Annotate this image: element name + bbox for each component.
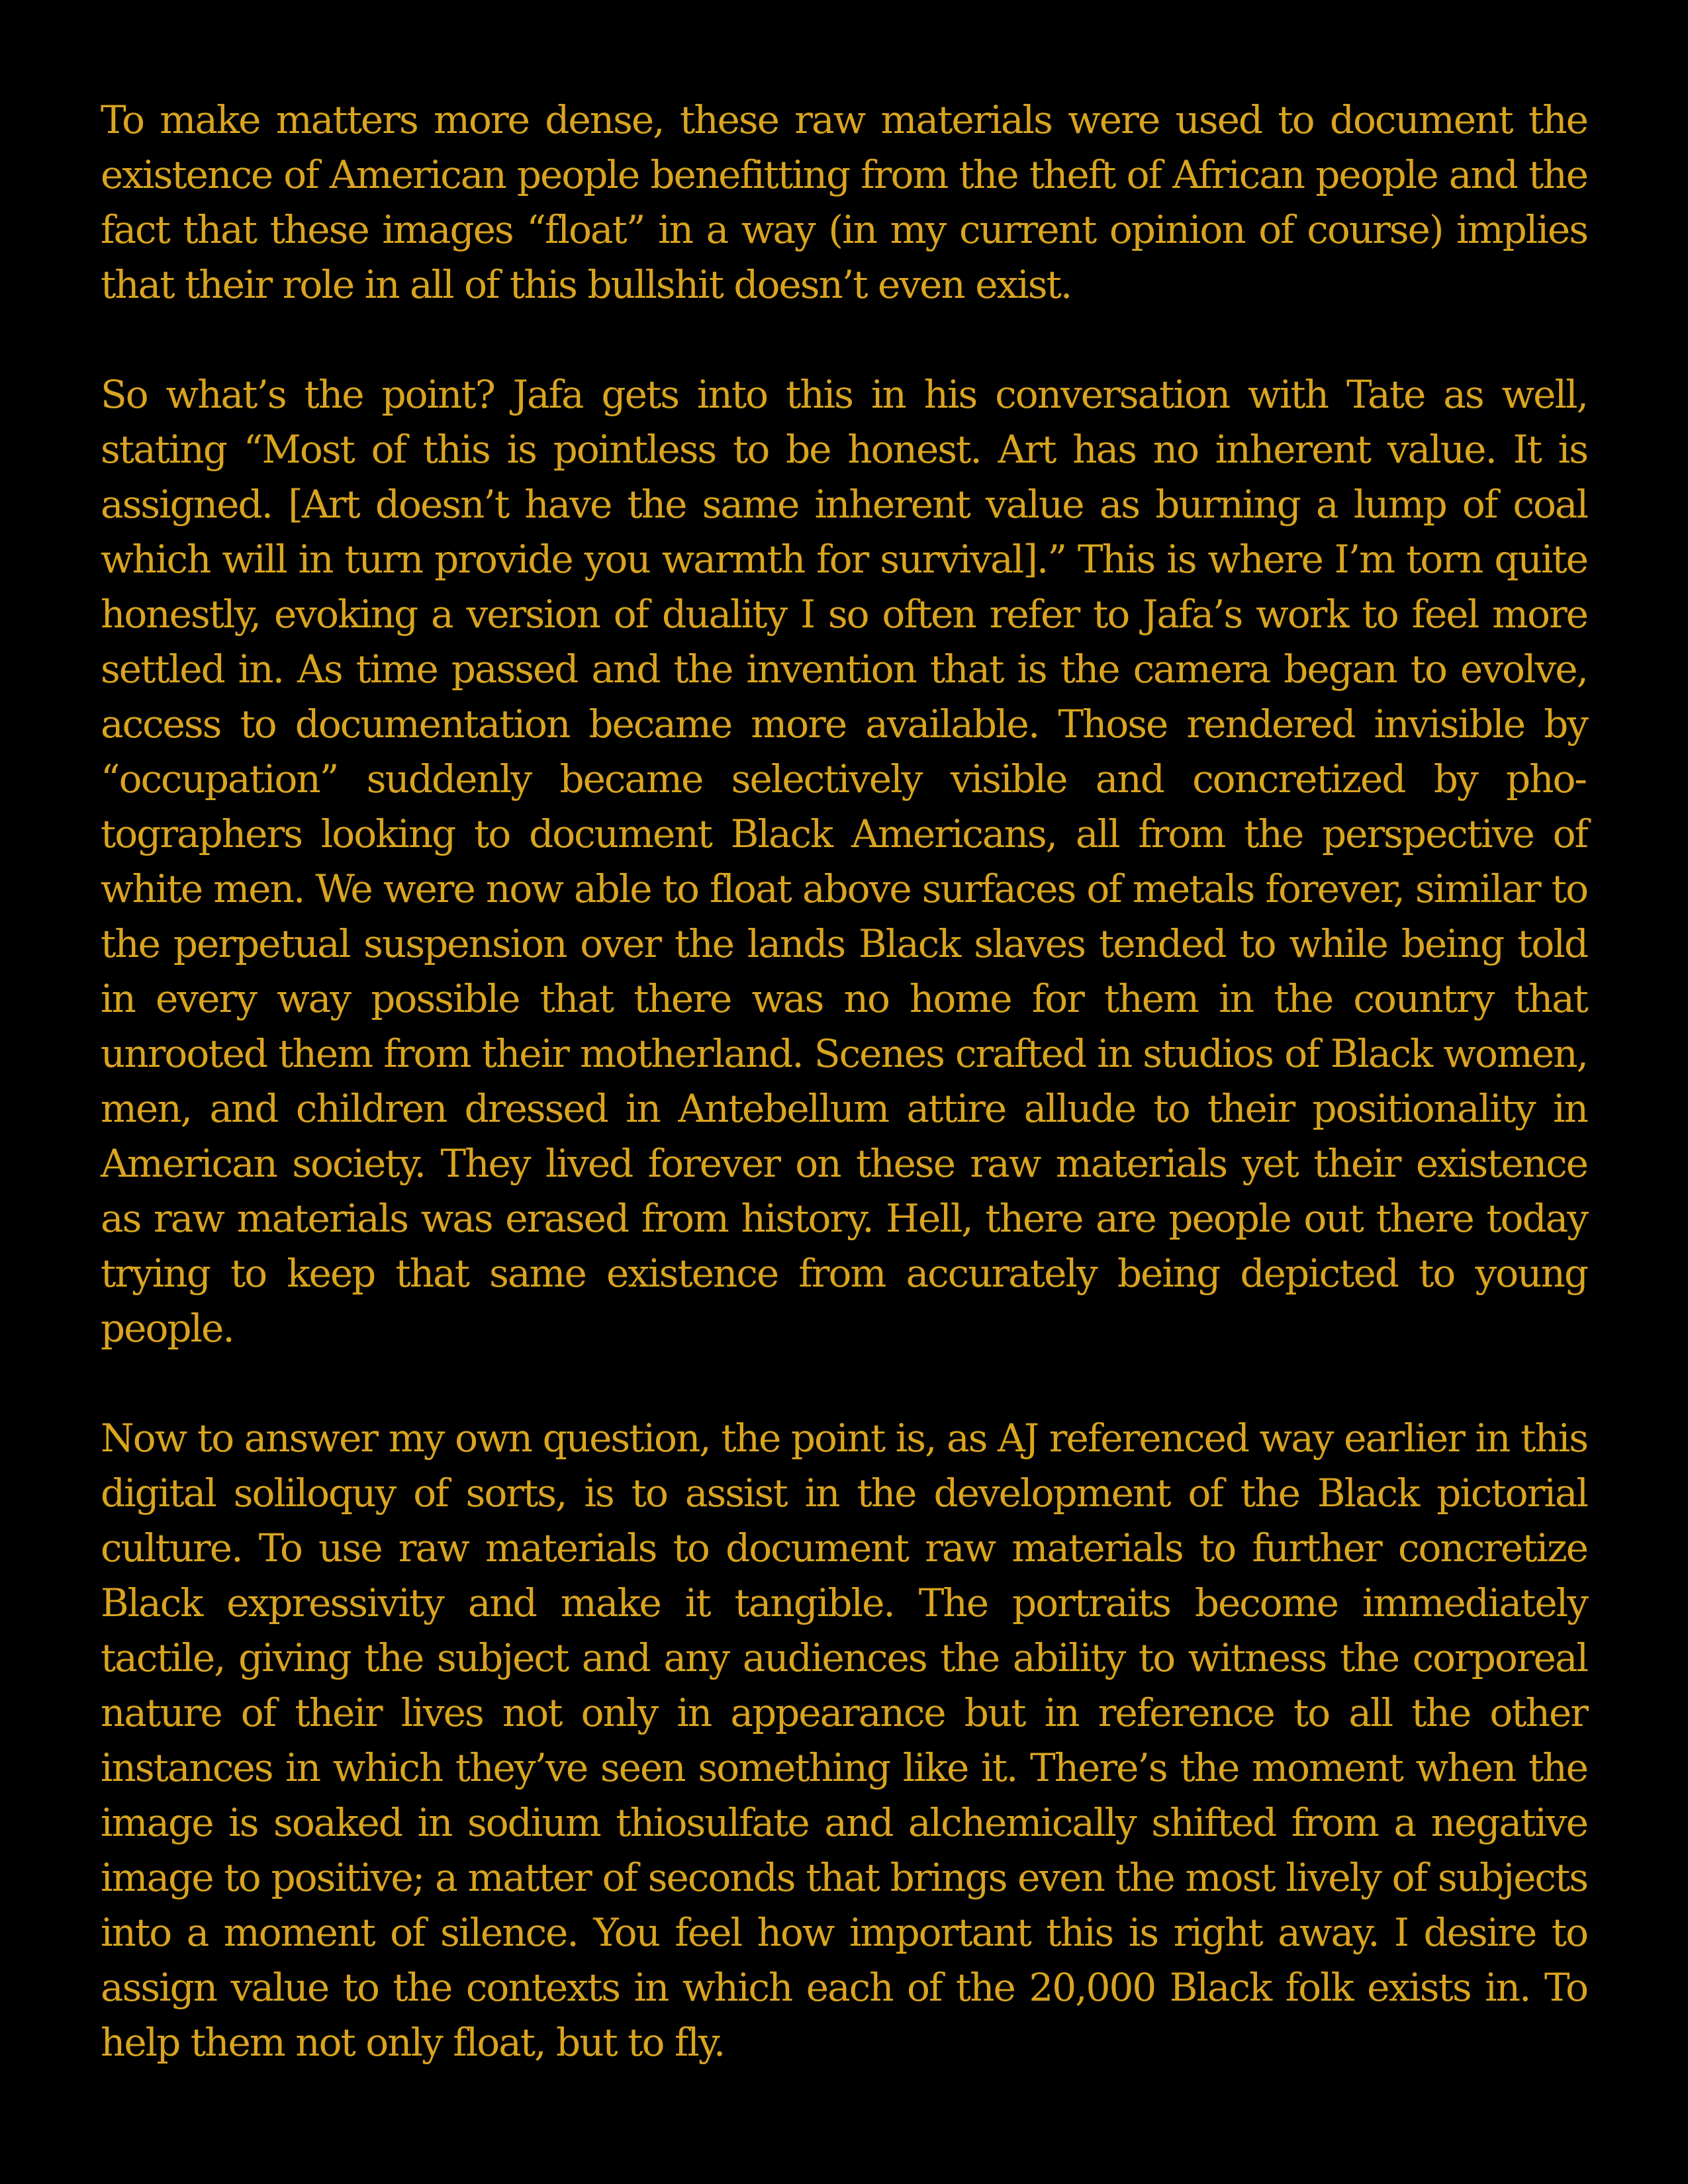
paragraph-2: So what’s the point? Jafa gets into this in his conversation with Tate as well, stating “Most of this is pointless to be honest. Art has no inherent value. It is assigned. [Art doesn’t have the same inherent value as burning a lump of coal which will in turn provide you warmth for survival].” This is where I’m torn quite honestly, evoking a version of duality I so often refer to Jafa’s work to feel more settled in. As time passed and the invention that is the camera began to evolve, access to documentation became more available. Those rendered invisible by “occupation” suddenly became selectively visible and concretized by photographers looking to document Black Americans, all from the perspective of white men. We were now able to float above surfaces of metals forever, similar to the perpetual suspension over the lands Black slaves tended to while being told in every way possible that there was no home for them in the country that unrooted them from their motherland. Scenes crafted in studios of Black women, men, and children dressed in Antebellum attire allude to their positionality in American society. They lived forever on these raw materials yet their existence as raw materials was erased from history. Hell, there are people out there today trying to keep that same existence from accurately being depicted to young people. — [101, 372, 1587, 1351]
essay-body — [101, 93, 1587, 2070]
paragraph-1: To make matters more dense, these raw materials were used to document the existence of American people benefitting from the theft of African people and the fact that these images “float” in a way (in my current opinion of course) implies that their role in all of this bullshit doesn’t even exist. — [101, 97, 1587, 307]
paragraph-3: Now to answer my own question, the point is, as AJ referenced way earlier in this digital soliloquy of sorts, is to assist in the development of the Black pictorial culture. To use raw materials to document raw materials to further concretize Black expressivity and make it tangible. The portraits become immediately tactile, giving the subject and any audiences the ability to witness the corporeal nature of their lives not only in appearance but in reference to all the other instances in which they’ve seen something like it. There’s the moment when the image is soaked in sodium thiosulfate and alchemically shifted from a negative image to positive; a matter of seconds that brings even the most lively of subjects into a moment of silence. You feel how important this is right away. I desire to assign value to the contexts in which each of the 20,000 Black folk exists in. To help them not only float, but to fly. — [101, 1416, 1587, 2065]
